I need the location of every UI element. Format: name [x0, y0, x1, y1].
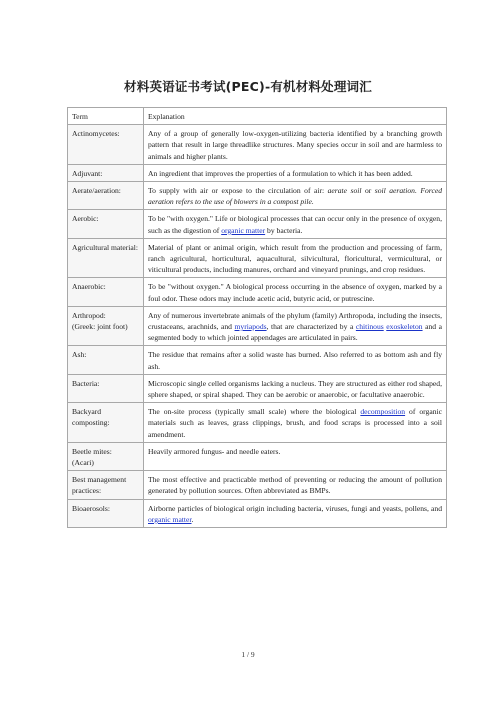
table-row: [68, 125, 447, 165]
term-cell: Adjuvant:: [68, 164, 144, 181]
term-subtitle: (Acari): [72, 458, 94, 468]
table-row: [68, 238, 447, 278]
explanation-cell: The on-site process (typically small scale) where the biological decomposition of organic materials such as leaves, grass clippings, brush, and food scraps is processed into a soil amendment.: [144, 403, 447, 443]
explanation-cell: Airborne particles of biological origin including bacteria, viruses, fungi and yeasts, pollens, and organic matter.: [144, 499, 447, 527]
page-number: 1 / 9: [241, 650, 255, 659]
term-cell: Backyard composting:: [68, 403, 144, 443]
explanation-cell: To be "without oxygen." A biological process occurring in the absence of oxygen, marked by a foul odor. These odors may include acetic acid, butyric acid, or putrescine.: [144, 278, 447, 306]
explanation-cell: To supply with air or expose to the circulation of air: aerate soil or soil aeration. Forced aeration refers to the use of blowers in a compost pile.: [144, 182, 447, 210]
table-row: [68, 182, 447, 210]
decomposition-link[interactable]: decomposition: [360, 407, 406, 417]
explanation-cell: Any of a group of generally low-oxygen-utilizing bacteria identified by a branching growth pattern that result in large threadlike structures. Many species occur in soil and are harmless to animals and higher plants.: [144, 125, 447, 165]
term-cell: Agricultural material:: [68, 238, 144, 278]
table-row: [68, 346, 447, 374]
organic-matter-link[interactable]: organic matter: [221, 225, 266, 235]
table-row: [68, 306, 447, 346]
term-cell: Ash:: [68, 346, 144, 374]
table-row: [68, 278, 447, 306]
table-row: [68, 442, 447, 470]
explanation-cell: Any of numerous invertebrate animals of the phylum (family) Arthropoda, including the insects, crustaceans, arachnids, and myriapods, that are characterized by a chitinous exoskeleton and a segmented body to which jointed appendages are articulated in pairs.: [144, 306, 447, 346]
term-cell: Beetle mites: (Acari): [68, 442, 144, 470]
term-cell: Anaerobic:: [68, 278, 144, 306]
table-row: [68, 374, 447, 402]
header-term: Term: [68, 108, 144, 125]
table-row: [68, 403, 447, 443]
table-row: [68, 210, 447, 238]
myriapods-link[interactable]: myriapods: [234, 322, 267, 332]
term-cell: Aerobic:: [68, 210, 144, 238]
term-cell: Best management practices:: [68, 471, 144, 499]
explanation-cell: Heavily armored fungus- and needle eaters.: [144, 442, 447, 470]
explanation-cell: An ingredient that improves the properties of a formulation to which it has been added.: [144, 164, 447, 181]
glossary-table: [67, 107, 447, 528]
exoskeleton-link[interactable]: exoskeleton: [386, 322, 423, 332]
table-row: [68, 471, 447, 499]
term-cell: Bacteria:: [68, 374, 144, 402]
term-subtitle: (Greek: joint foot): [72, 322, 128, 332]
explanation-cell: The most effective and practicable method of preventing or reducing the amount of pollution generated by pollution sources. Often abbreviated as BMPs.: [144, 471, 447, 499]
page-title: 材料英语证书考试(PEC)-有机材料处理词汇: [124, 79, 372, 94]
term-cell: Aerate/aeration:: [68, 182, 144, 210]
term-cell: Arthropod: (Greek: joint foot): [68, 306, 144, 346]
explanation-cell: Microscopic single celled organisms lacking a nucleus. They are structured as either rod shaped, sphere shaped, or spiral shaped. They can be aerobic or anaerobic, or facultative anaerobic.: [144, 374, 447, 402]
explanation-cell: The residue that remains after a solid waste has burned. Also referred to as bottom ash and fly ash.: [144, 346, 447, 374]
chitinous-link[interactable]: chitinous: [355, 322, 384, 332]
term-cell: Actinomycetes:: [68, 125, 144, 165]
organic-matter-link[interactable]: organic matter: [148, 514, 192, 524]
header-explanation: Explanation: [144, 108, 447, 125]
table-row: [68, 164, 447, 181]
table-row: [68, 499, 447, 527]
table-header-row: [68, 108, 447, 125]
explanation-cell: To be "with oxygen." Life or biological processes that can occur only in the presence of oxygen, such as the digestion of organic matter by bacteria.: [144, 210, 447, 238]
explanation-cell: Material of plant or animal origin, which result from the production and processing of farm, ranch agricultural, horticultural, aquacultural, silvicultural, floricultural, vermicultural, or viticultural products, including manures, orchard and vineyard prunings, and crop residues.: [144, 238, 447, 278]
term-cell: Bioaerosols:: [68, 499, 144, 527]
